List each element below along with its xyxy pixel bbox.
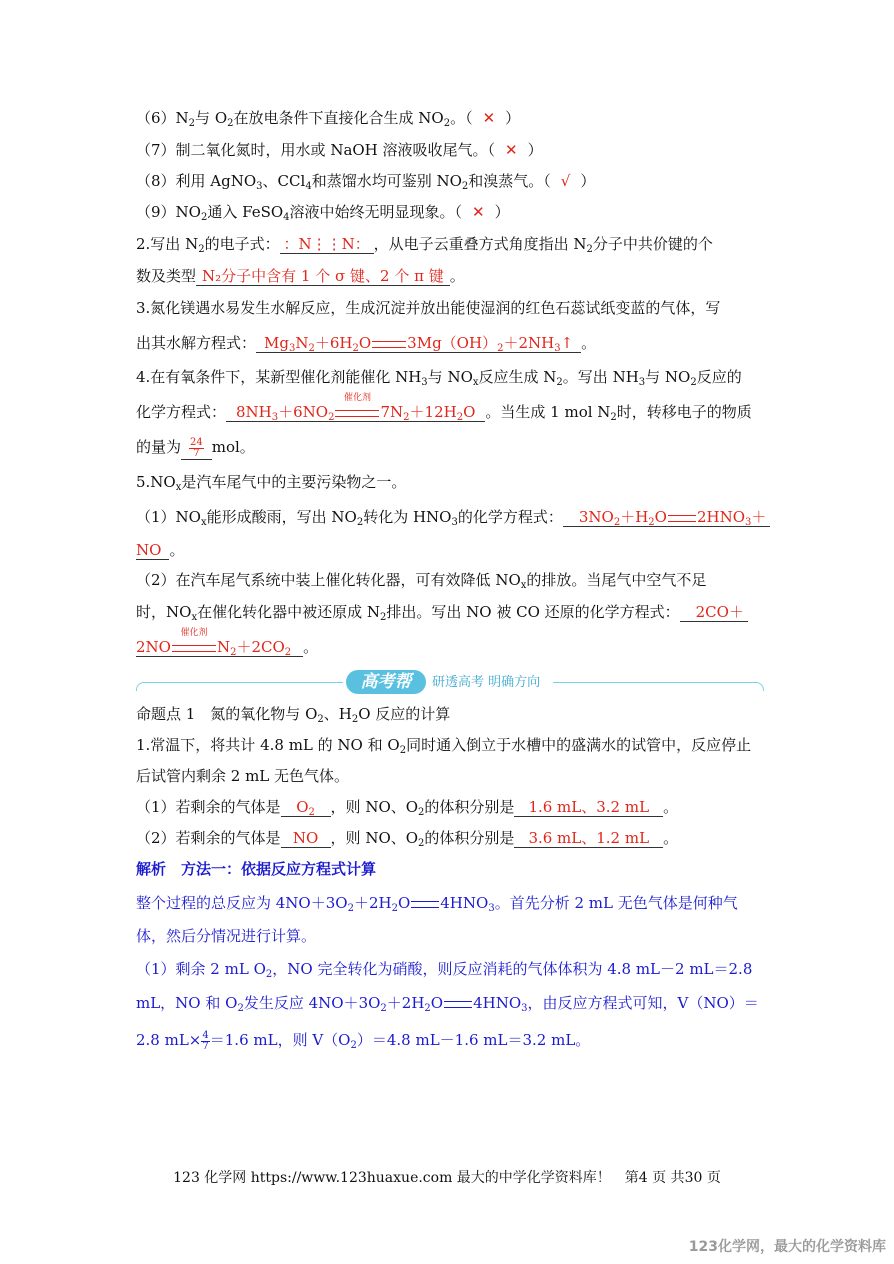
banner-rule-right <box>553 682 764 691</box>
gaokao-banner <box>136 668 764 698</box>
analysis-heading: 解析 方法一：依据反应方程式计算 <box>136 860 377 878</box>
question-4-line-2: 化学方程式： $8NH_3+6NO_2$ 催化剂 $7N_2+12H_2O$ 。当生成 1 mol $N_2$时，转移电子的物质 <box>136 393 752 423</box>
nh3-no2-equation-answer: $8NH_3+6NO_2$ 催化剂 $7N_2+12H_2O$ <box>226 403 485 422</box>
analysis-line-4: mL，NO 和 $O_2$发生反应 $4NO+3O_2+2H_2O$ $4HNO_3$，由反应方程式可知，V（NO）＝ <box>136 994 759 1014</box>
analysis-line-2: 体，然后分情况进行计算。 <box>136 927 317 945</box>
judgement-item-7: （7）制二氧化氮时，用水或 NaOH 溶液吸收尾气。（ ✕ ） <box>136 141 543 159</box>
answer-mark: ✕ <box>505 141 518 159</box>
analysis-line-5: 2.8 mL× $\frac{4}{7}$ ＝1.6 mL，则 $V(O_2)=4.8$ mL－1.6 mL＝3.2 mL。 <box>136 1029 591 1052</box>
answer-mark: √ <box>560 172 571 190</box>
answer-mark: ✕ <box>472 203 485 221</box>
exam-topic-title: 命题点 1 氮的氧化物与 $O_2$、$H_2O$ 反应的计算 <box>136 705 451 725</box>
answer-mark: ✕ <box>482 109 496 127</box>
question-5-part-1: $(1)NO_x$能形成酸雨，写出 $NO_2$转化为 $HNO_3$的化学方程式： $3NO_2+H_2O$ $2HNO_3+$ <box>136 507 770 527</box>
exam-q1-line-1: 1.常温下，将共计 4.8 mL 的 NO 和 $O_2$同时通入倒立于水槽中的盛满水的试管中，反应停止 <box>136 736 752 756</box>
electron-formula-answer: ：N⋮⋮N： <box>280 235 374 254</box>
exam-q1-part-1: （1）若剩余的气体是 $O_2$ ，则 NO、$O_2$的体积分别是 1.6 mL、3.2 mL 。 <box>136 798 679 818</box>
electron-mol-answer: $\frac{24}{7}$ <box>181 438 212 460</box>
question-5-part-2-line-2: 时，$NO_x$在催化转化器中被还原成 $N_2$排出。写出 NO 被 CO 还原的化学方程式： 2CO＋ <box>136 602 748 622</box>
banner-tagline: 研透高考 明确方向 <box>432 675 541 690</box>
exam-q1-part-2: （2）若剩余的气体是 NO ，则 NO、$O_2$的体积分别是 3.6 mL、1.2 mL 。 <box>136 829 679 849</box>
analysis-line-3: （1）剩余 2 mL $O_2$，NO 完全转化为硝酸，则反应消耗的气体体积为 4.8 mL－2 mL＝2.8 <box>136 960 753 980</box>
question-3-line-2: 出其水解方程式： $Mg_3N_2+6H_2O$ $3Mg(OH)_2+2NH_3↑$ 。 <box>136 334 597 354</box>
judgement-item-8: （8）利用 AgNO$_3$、CCl$_4$和蒸馏水均可鉴别 $NO_2$和溴蒸气。（ √ ） <box>136 172 596 192</box>
banner-badge: 高考帮 <box>346 670 426 694</box>
bond-type-answer: N₂分子中含有 1 个 σ 键、2 个 π 键 <box>196 267 450 286</box>
judgement-item-9: $(9)NO_2$通入 FeSO$_4$溶液中始终无明显现象。（ ✕ ） <box>136 203 510 223</box>
question-4-line-3: 的量为 $\frac{24}{7}$ mol。 <box>136 436 255 459</box>
page-footer: 123 化学网 https://www.123huaxue.com 最大的中学化学资料库！ 第4 页 共30 页 <box>173 1170 721 1186</box>
question-4-line-1: 4.在有氧条件下，某新型催化剂能催化 $NH_3$与 $NO_x$反应生成 $N_2$。写出 $NH_3$与 $NO_2$反应的 <box>136 368 742 388</box>
analysis-line-1: 整个过程的总反应为 $4NO+3O_2+2H_2O$ $4HNO_3$。首先分析 2 mL 无色气体是何种气 <box>136 894 738 914</box>
hydrolysis-equation-answer: $Mg_3N_2+6H_2O$ $3Mg(OH)_2+2NH_3↑$ <box>256 334 581 353</box>
question-2-line-1: 2.写出 $N_2$的电子式： ：N⋮⋮N： ，从电子云重叠方式角度指出 $N_2$分子中共价键的个 <box>136 235 713 255</box>
banner-rule-left <box>136 682 343 691</box>
question-2-line-2: 数及类型 N₂分子中含有 1 个 σ 键、2 个 π 键 。 <box>136 267 465 285</box>
question-5-part-2-line-1: （2）在汽车尾气系统中装上催化转化器，可有效降低 $NO_x$的排放。当尾气中空气不足 <box>136 571 707 591</box>
question-5-part-1-cont: NO 。 <box>136 541 185 559</box>
exam-q1-line-2: 后试管内剩余 2 mL 无色气体。 <box>136 767 350 785</box>
watermark-text: 123化学网，最大的化学资料库 <box>688 1239 886 1255</box>
question-5-title: $5.NO_x$是汽车尾气中的主要污染物之一。 <box>136 473 407 493</box>
question-3-line-1: 3.氮化镁遇水易发生水解反应，生成沉淀并放出能使湿润的红色石蕊试纸变蓝的气体，写 <box>136 299 721 317</box>
judgement-item-6: $(6)N_2$与 $O_2$在放电条件下直接化合生成 $NO_2$。（ ✕ ） <box>136 109 521 129</box>
question-5-part-2-line-3: 2NO 催化剂 $N_2+2CO_2$ 。 <box>136 628 319 658</box>
